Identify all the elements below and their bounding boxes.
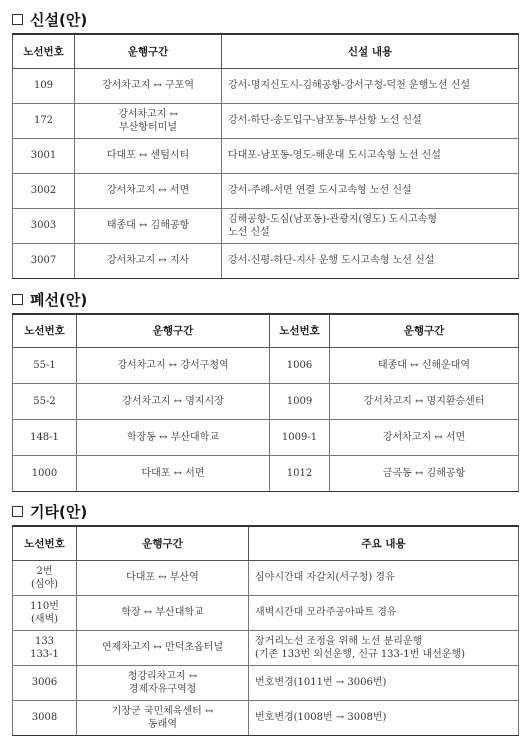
- route-section-cell: 청강리차고지 ↔ 경제자유구역청: [77, 665, 249, 700]
- table-row: [13, 173, 519, 208]
- table-header-row: [13, 526, 519, 560]
- main-content-cell: 새벽시간대 모라주공아파트 경유: [249, 595, 519, 630]
- header-section-2: 운행구간: [330, 314, 519, 347]
- route-section-cell: 금곡동 ↔ 김해공항: [330, 455, 519, 491]
- table-row: [13, 138, 519, 173]
- table-row: [13, 68, 519, 103]
- route-content-cell: 다대포-남포동-영도-해운대 도시고속형 노선 신설: [222, 138, 519, 173]
- header-content: 신설 내용: [222, 34, 519, 68]
- route-section-cell: 강서차고지 ↔ 명지시장: [77, 383, 270, 419]
- route-number-cell: 2번 (심야): [13, 560, 77, 595]
- table-row: [13, 560, 519, 595]
- route-number-cell: 148-1: [13, 419, 77, 455]
- route-number-cell: 3007: [13, 243, 75, 278]
- route-number-cell: 1000: [13, 455, 77, 491]
- main-content-cell: 번호변경(1011번 → 3006번): [249, 665, 519, 700]
- checkbox-icon: [12, 14, 23, 25]
- checkbox-icon: [12, 294, 23, 305]
- route-number-cell: 3006: [13, 665, 77, 700]
- section-title-new-label: 신설(안): [30, 10, 88, 29]
- table-other-changes: [12, 525, 519, 736]
- table-row: [13, 595, 519, 630]
- route-number-cell: 3008: [13, 700, 77, 735]
- table-row: [13, 208, 519, 243]
- route-section-cell: 태종대 ↔ 신해운대역: [330, 347, 519, 383]
- route-section-cell: 강서차고지 ↔ 부산항터미널: [75, 103, 222, 138]
- route-number-cell: 1009: [270, 383, 330, 419]
- route-section-cell: 강서차고지 ↔ 명지환승센터: [330, 383, 519, 419]
- section-title-abolish: [12, 288, 87, 310]
- route-content-cell: 김해공항-도심(남포동)-관광지(영도) 도시고속형 노선 신설: [222, 208, 519, 243]
- route-content-cell: 강서-신평-하단-지사 운행 도시고속형 노선 신설: [222, 243, 519, 278]
- table-row: [13, 665, 519, 700]
- table-row: [13, 243, 519, 278]
- main-content-cell: 장거리노선 조정을 위해 노선 분리운행 (기존 133번 외선운행, 신규 133-1번 내선운행): [249, 630, 519, 665]
- table-row: [13, 383, 519, 419]
- section-title-abolish-label: 폐선(안): [30, 290, 88, 309]
- route-section-cell: 기장군 국민체육센터 ↔ 동래역: [77, 700, 249, 735]
- route-section-cell: 다대포 ↔ 부산역: [77, 560, 249, 595]
- table-header-row: [13, 34, 519, 68]
- header-route-number: 노선번호: [13, 34, 75, 68]
- route-number-cell: 3002: [13, 173, 75, 208]
- route-number-cell: 172: [13, 103, 75, 138]
- route-section-cell: 다대포 ↔ 서면: [77, 455, 270, 491]
- header-route-number: 노선번호: [13, 314, 77, 347]
- main-content-cell: 심야시간대 자갈치(서구청) 경유: [249, 560, 519, 595]
- table-row: [13, 455, 519, 491]
- route-section-cell: 강서차고지 ↔ 서면: [330, 419, 519, 455]
- checkbox-icon: [12, 506, 23, 517]
- route-content-cell: 강서-주례-서면 연결 도시고속형 노선 신설: [222, 173, 519, 208]
- section-title-other-label: 기타(안): [30, 502, 88, 521]
- route-number-cell: 55-1: [13, 347, 77, 383]
- table-row: [13, 630, 519, 665]
- route-content-cell: 강서-명지신도시-김해공항-강서구청-덕천 운행노선 신설: [222, 68, 519, 103]
- table-row: [13, 347, 519, 383]
- route-section-cell: 연제차고지 ↔ 만덕초옵터널: [77, 630, 249, 665]
- route-section-cell: 강서차고지 ↔ 서면: [75, 173, 222, 208]
- route-section-cell: 강서차고지 ↔ 구포역: [75, 68, 222, 103]
- table-row: [13, 419, 519, 455]
- route-section-cell: 강서차고지 ↔ 지사: [75, 243, 222, 278]
- route-number-cell: 1009-1: [270, 419, 330, 455]
- route-number-cell: 133 133-1: [13, 630, 77, 665]
- route-section-cell: 학장동 ↔ 부산대학교: [77, 419, 270, 455]
- route-number-cell: 1006: [270, 347, 330, 383]
- header-main-content: 주요 내용: [249, 526, 519, 560]
- route-number-cell: 55-2: [13, 383, 77, 419]
- route-number-cell: 3001: [13, 138, 75, 173]
- header-section: 운행구간: [77, 526, 249, 560]
- table-row: [13, 700, 519, 735]
- section-title-new: [12, 8, 87, 30]
- section-title-other: [12, 500, 87, 522]
- route-number-cell: 3003: [13, 208, 75, 243]
- route-section-cell: 강서차고지 ↔ 강서구청역: [77, 347, 270, 383]
- route-content-cell: 강서-하단-송도입구-남포동-부산항 노선 신설: [222, 103, 519, 138]
- route-number-cell: 109: [13, 68, 75, 103]
- header-section: 운행구간: [75, 34, 222, 68]
- header-route-number-2: 노선번호: [270, 314, 330, 347]
- table-row: [13, 103, 519, 138]
- route-section-cell: 다대포 ↔ 센텀시티: [75, 138, 222, 173]
- route-section-cell: 학장 ↔ 부산대학교: [77, 595, 249, 630]
- main-content-cell: 번호변경(1008번 → 3008번): [249, 700, 519, 735]
- route-number-cell: 1012: [270, 455, 330, 491]
- table-new-routes: [12, 33, 519, 279]
- route-number-cell: 110번 (새벽): [13, 595, 77, 630]
- route-section-cell: 태종대 ↔ 김해공항: [75, 208, 222, 243]
- table-abolished-routes: [12, 313, 519, 492]
- header-route-number: 노선번호: [13, 526, 77, 560]
- table-header-row: [13, 314, 519, 347]
- header-section: 운행구간: [77, 314, 270, 347]
